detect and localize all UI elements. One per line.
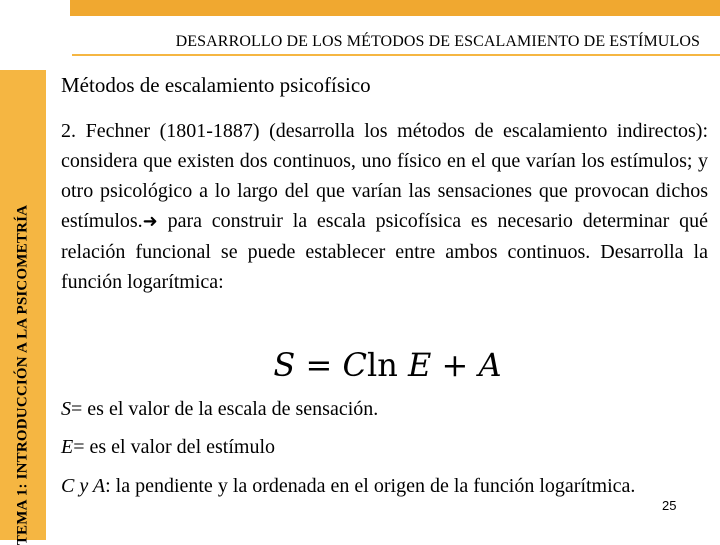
fechner-paragraph bbox=[61, 116, 708, 297]
formula-equals: = bbox=[305, 346, 333, 384]
definition-ca-text: : la pendiente y la ordenada en el origen de la función logarítmica. bbox=[105, 475, 636, 497]
formula-plus: + bbox=[441, 346, 469, 384]
slide-header-title: DESARROLLO DE LOS MÉTODOS DE ESCALAMIENTO DE ESTÍMULOS bbox=[175, 33, 700, 50]
definition-e-text: = es el valor del estímulo bbox=[73, 436, 276, 458]
paragraph-text-before-arrow: 2. Fechner (1801-1887) (desarrolla los métodos de escalamiento indirectos): considera que existen dos continuos, uno físico en el que varían los estímulos; y otro psicológico a lo largo del que varían las sensaciones que provocan dichos estímulos. bbox=[61, 120, 708, 232]
definition-ca bbox=[61, 474, 708, 498]
formula-e: E bbox=[407, 346, 432, 384]
section-title: Métodos de escalamiento psicofísico bbox=[61, 73, 371, 97]
page-number: 25 bbox=[662, 498, 677, 513]
header-divider bbox=[72, 54, 720, 56]
definition-s bbox=[61, 398, 708, 421]
formula-s: S bbox=[273, 346, 296, 384]
definition-ca-var: C y A bbox=[61, 475, 106, 497]
definition-e bbox=[61, 436, 708, 459]
formula-a: A bbox=[478, 346, 502, 384]
top-accent-bar bbox=[70, 0, 720, 16]
paragraph-text-after-arrow: para construir la escala psicofísica es necesario determinar qué relación funcional se puede establecer entre ambos continuos. Desarrolla la función logarítmica: bbox=[61, 210, 708, 293]
right-arrow-icon: ➜ bbox=[142, 211, 158, 232]
sidebar-topic-label: TEMA 1: INTRODUCCIÓN A LA PSICOMETRÍA bbox=[14, 204, 31, 545]
definition-s-var: S bbox=[61, 398, 71, 420]
formula-c: C bbox=[342, 346, 367, 384]
sidebar-band bbox=[0, 70, 46, 545]
logarithmic-formula bbox=[0, 346, 720, 384]
definition-s-text: = es el valor de la escala de sensación. bbox=[71, 398, 379, 420]
formula-ln: ln bbox=[366, 346, 398, 384]
definition-e-var: E bbox=[61, 436, 74, 458]
